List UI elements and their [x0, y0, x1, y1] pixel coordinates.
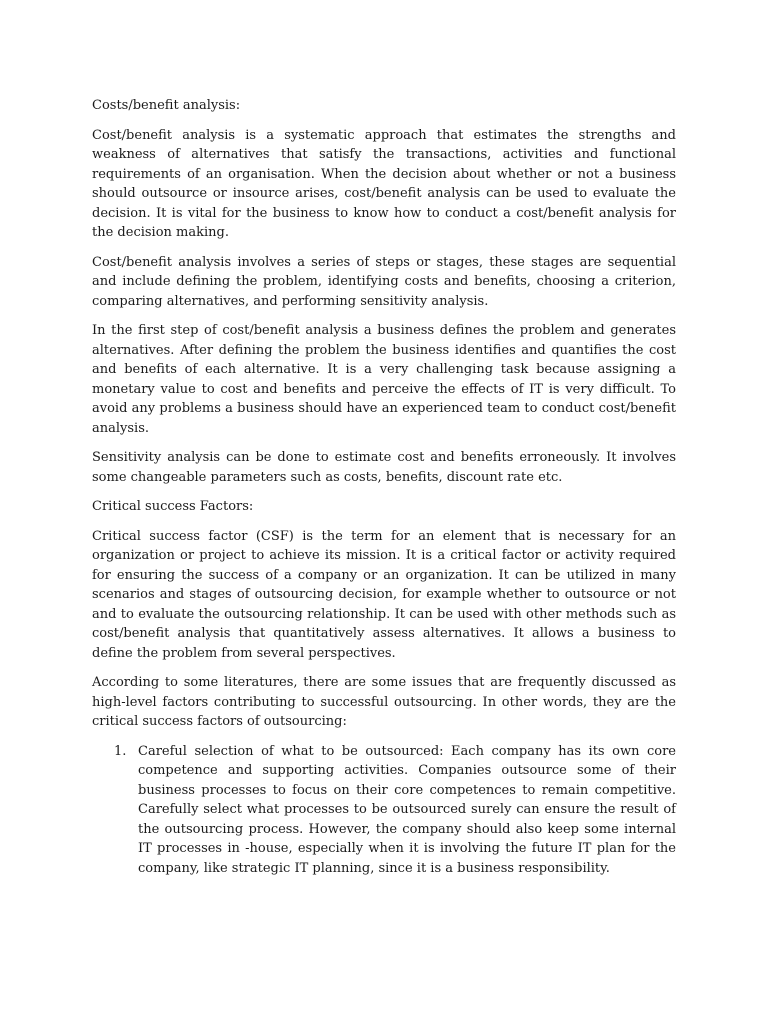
- list-item-text: Careful selection of what to be outsourced: Each company has its own core competence and supporting activities. Companies outsource some of their business processes to focus on their core competences to remain competitive. Carefully select what processes to be outsourced surely can ensure the result of the outsourcing process. However, the company should also keep some internal IT processes in -house, especially when it is involving the future IT plan for the company, like strategic IT planning, since it is a business responsibility.: [138, 743, 676, 876]
- section-heading-csf: Critical success Factors:: [92, 499, 254, 514]
- paragraph-cba-definition: Cost/benefit analysis is a systematic approach that estimates the strengths and weakness of alternatives that satisfy the transactions, activities and functional requirements of an organisation. When the decision about whether or not a business should outsource or insource arises, cost/benefit analysis can be used to evaluate the decision. It is vital for the business to know how to conduct a cost/benefit analysis for the decision making.: [92, 127, 676, 240]
- paragraph-csf-literature: According to some literatures, there are some issues that are frequently discussed as high-level factors contributing to successful outsourcing. In other words, they are the critical success factors of outsourcing:: [92, 675, 676, 729]
- paragraph-sensitivity-analysis: Sensitivity analysis can be done to estimate cost and benefits erroneously. It involves some changeable parameters such as costs, benefits, discount rate etc.: [92, 450, 676, 485]
- paragraph-cba-first-step: In the first step of cost/benefit analysis a business defines the problem and generates alternatives. After defining the problem the business identifies and quantifies the cost and benefits of each alternative. It is a very challenging task because assigning a monetary value to cost and benefits and perceive the effects of IT is very difficult. To avoid any problems a business should have an experienced team to conduct cost/benefit analysis.: [92, 323, 676, 436]
- document-page: [92, 96, 676, 878]
- paragraph-csf-definition: Critical success factor (CSF) is the term for an element that is necessary for an organization or project to achieve its mission. It is a critical factor or activity required for ensuring the success of a company or an organization. It can be utilized in many scenarios and stages of outsourcing decision, for example whether to outsource or not and to evaluate the outsourcing relationship. It can be used with other methods such as cost/benefit analysis that quantitatively assess alternatives. It allows a business to define the problem from several perspectives.: [92, 528, 676, 661]
- section-heading-cost-benefit: Costs/benefit analysis:: [92, 98, 241, 113]
- csf-numbered-list: [92, 742, 676, 879]
- list-item-number: 1.: [114, 743, 127, 759]
- paragraph-cba-steps: Cost/benefit analysis involves a series of steps or stages, these stages are sequential and include defining the problem, identifying costs and benefits, choosing a criterion, comparing alternatives, and performing sensitivity analysis.: [92, 254, 676, 309]
- list-item: [92, 742, 676, 879]
